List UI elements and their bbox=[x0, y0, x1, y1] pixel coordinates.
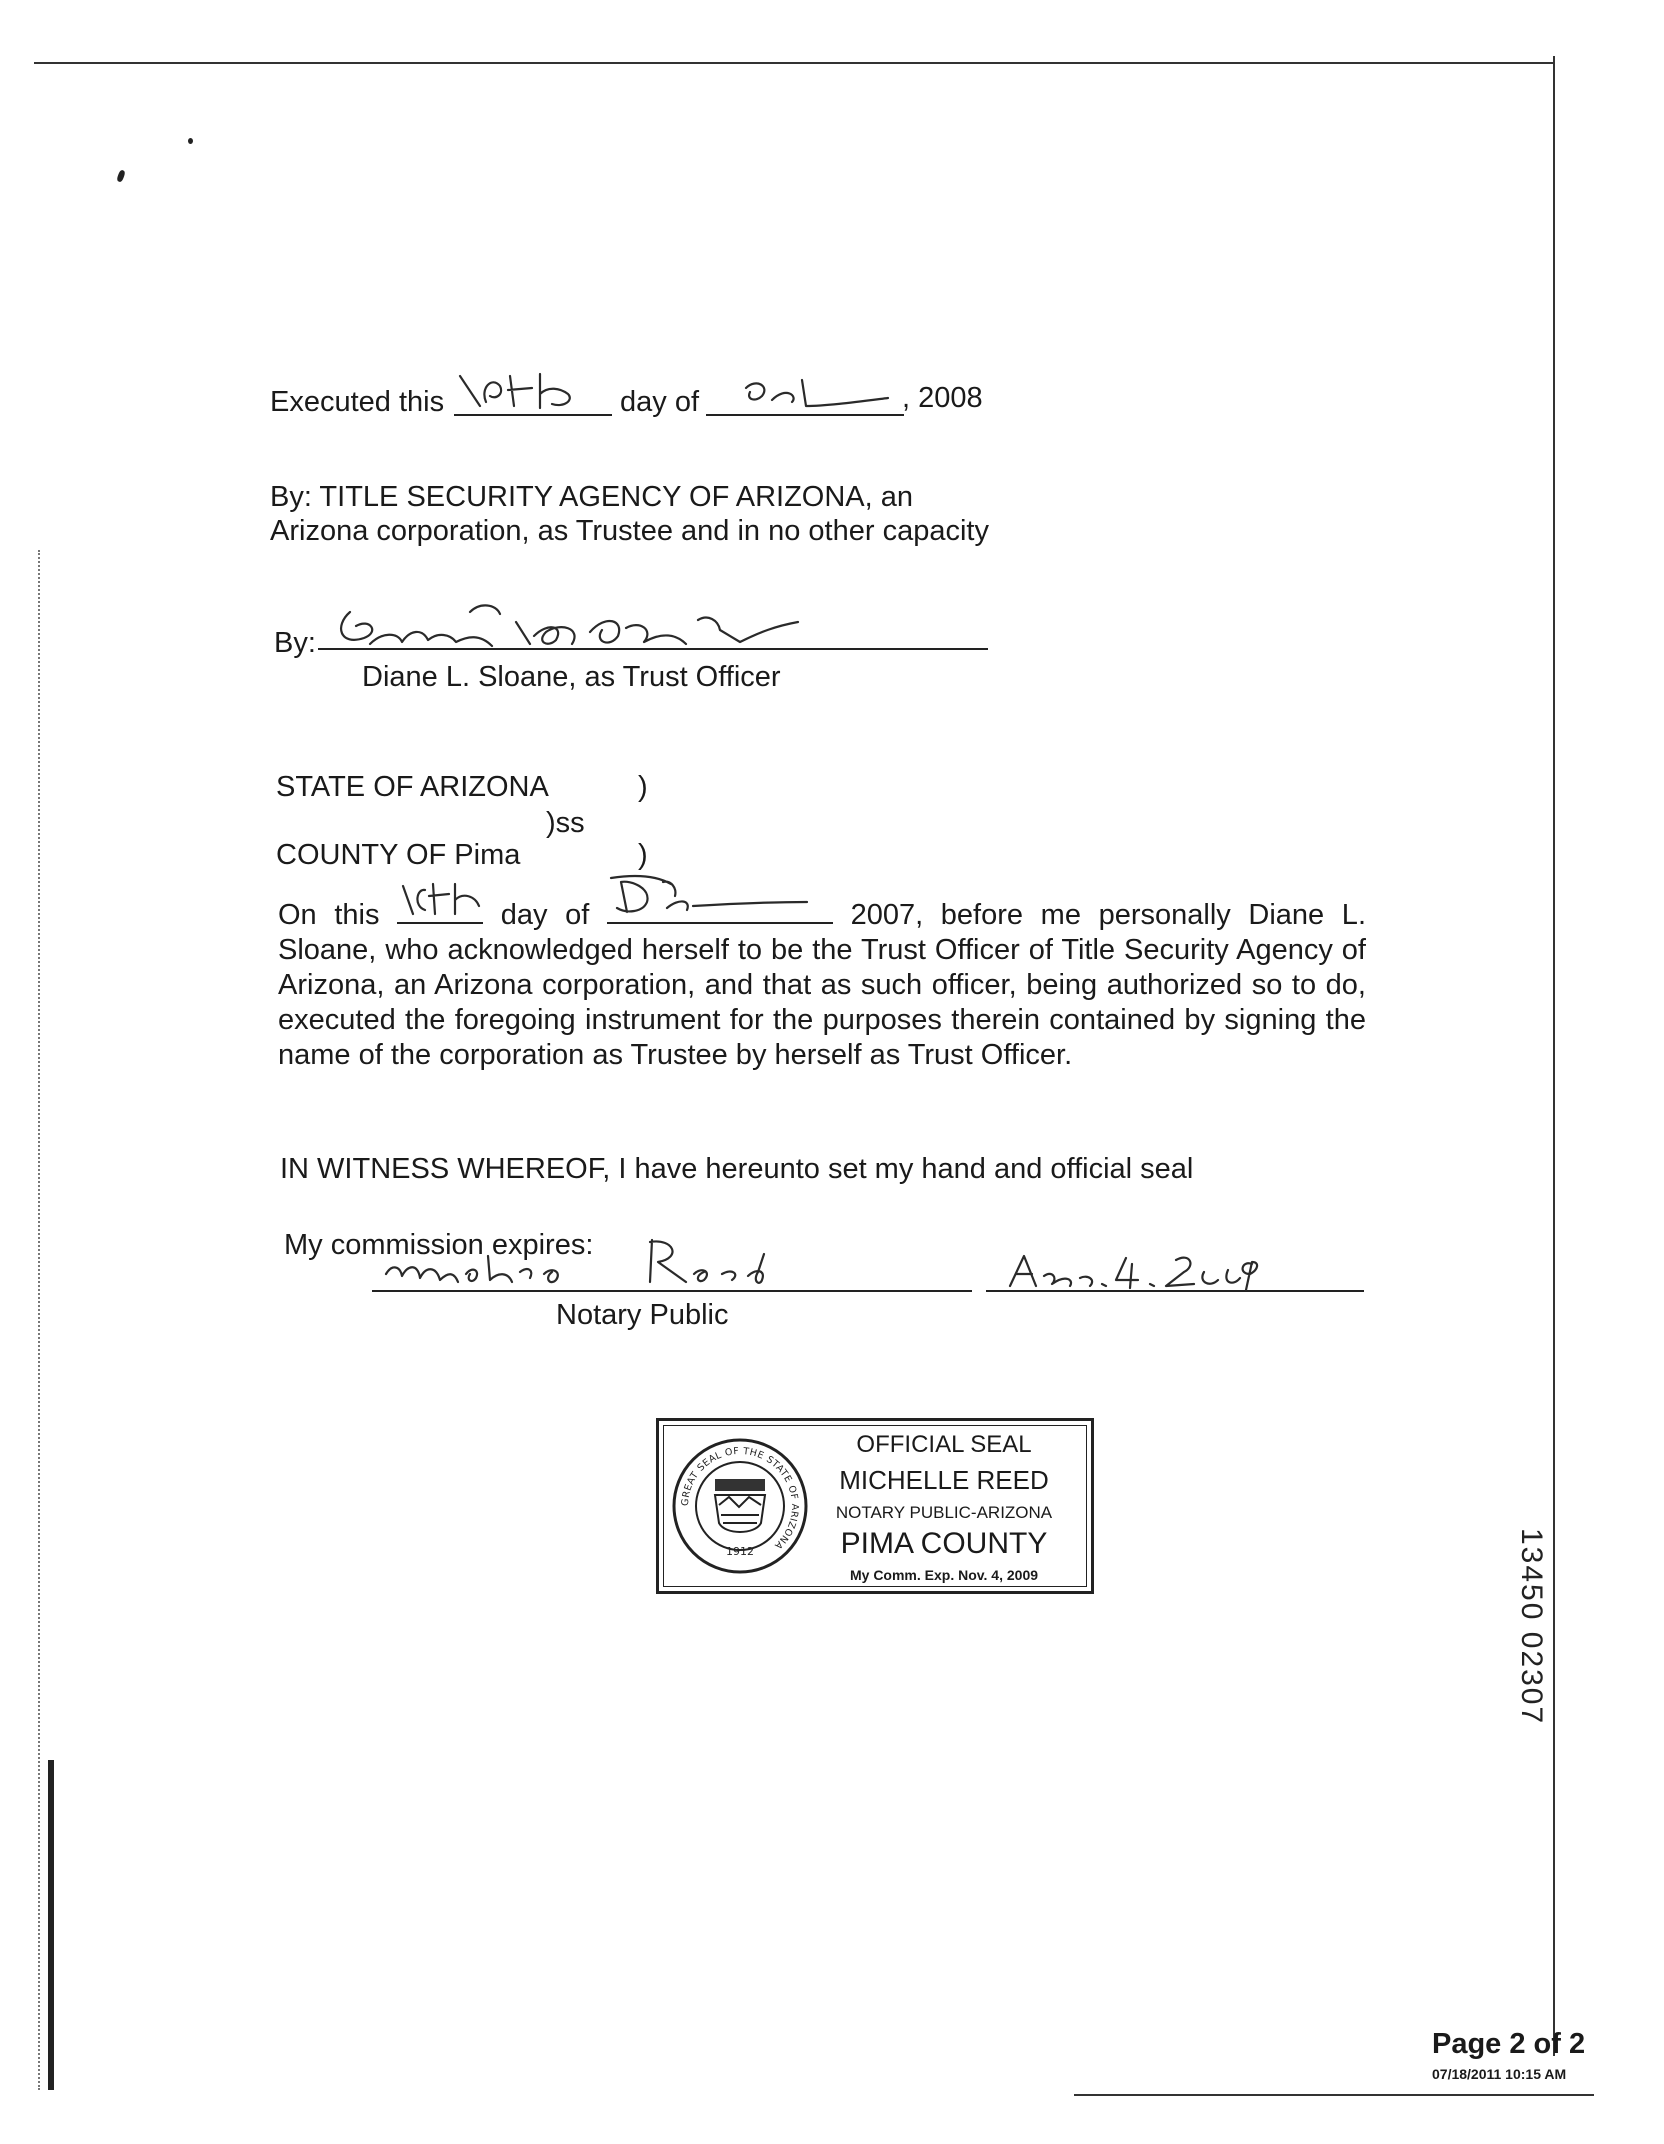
sloane-signature bbox=[320, 592, 860, 662]
ack-day-blank bbox=[397, 896, 483, 924]
witness-statement: IN WITNESS WHEREOF, I have hereunto set my hand and official seal bbox=[280, 1153, 1194, 1185]
executed-month-blank bbox=[706, 414, 904, 416]
executed-day-blank bbox=[454, 414, 612, 416]
ack-month-handwriting bbox=[607, 874, 827, 922]
notary-seal-stamp bbox=[656, 1418, 1094, 1594]
scan-speck bbox=[188, 138, 193, 144]
seal-emblem-text: GREAT SEAL OF THE STATE OF ARIZONA bbox=[679, 1445, 801, 1552]
left-border-line bbox=[48, 1760, 54, 2090]
signer-name-title: Diane L. Sloane, as Trust Officer bbox=[362, 661, 781, 693]
county-of-pima: COUNTY OF Pima bbox=[276, 839, 521, 871]
scan-speck bbox=[116, 169, 126, 182]
ack-month-blank bbox=[607, 896, 833, 924]
trustee-line-1: By: TITLE SECURITY AGENCY OF ARIZONA, an bbox=[270, 481, 914, 513]
acknowledgment-paragraph bbox=[278, 896, 1366, 1073]
right-border-line bbox=[1553, 56, 1555, 2056]
reed-signature bbox=[382, 1236, 792, 1296]
ack-day-handwriting bbox=[399, 880, 483, 920]
top-border-line bbox=[34, 62, 1554, 64]
executed-day-of: day of bbox=[620, 386, 699, 418]
venue-paren-2: ) bbox=[638, 839, 648, 871]
seal-official-seal: OFFICIAL SEAL bbox=[856, 1431, 1032, 1458]
trustee-line-2: Arizona corporation, as Trustee and in no other capacity bbox=[270, 515, 989, 547]
notary-public-label: Notary Public bbox=[556, 1299, 729, 1331]
state-of-arizona: STATE OF ARIZONA bbox=[276, 771, 549, 803]
seal-notary-name: MICHELLE REED bbox=[839, 1465, 1049, 1495]
venue-ss: )ss bbox=[546, 807, 585, 839]
executed-label: Executed this bbox=[270, 386, 445, 418]
seal-emblem-year: 1912 bbox=[726, 1545, 754, 1558]
venue-paren-1: ) bbox=[638, 771, 648, 803]
executed-year: , 2008 bbox=[902, 382, 983, 414]
by-label: By: bbox=[274, 627, 316, 659]
expiry-date-handwriting bbox=[1006, 1250, 1266, 1294]
month-handwriting bbox=[716, 372, 896, 412]
commission-label: My commission expires: bbox=[284, 1229, 594, 1261]
page-number: Page 2 of 2 bbox=[1432, 2028, 1586, 2060]
day-handwriting bbox=[456, 368, 606, 414]
arizona-state-seal-emblem bbox=[669, 1435, 811, 1577]
bottom-border-line bbox=[1074, 2094, 1594, 2096]
ack-body: 2007, before me personally Diane L. Sloane, who acknowledged herself to be the Trust Officer of Title Security Agency of Arizona, an Arizona corporation, and that as such officer, being authorized so to do, executed the foregoing instrument for the purposes therein contained by signing the name of the corporation as Trustee by herself as Trust Officer. bbox=[278, 899, 1366, 1071]
seal-commission-expiry: My Comm. Exp. Nov. 4, 2009 bbox=[849, 1567, 1039, 1583]
ack-day-of: day of bbox=[500, 899, 590, 931]
seal-pima-county: PIMA COUNTY bbox=[840, 1527, 1048, 1560]
print-timestamp: 07/18/2011 10:15 AM bbox=[1432, 2066, 1567, 2082]
recording-number: 13450 02307 bbox=[1515, 1528, 1548, 1726]
left-dotted-margin bbox=[38, 550, 40, 2090]
seal-notary-public-arizona: NOTARY PUBLIC-ARIZONA bbox=[835, 1503, 1053, 1522]
ack-on-this: On this bbox=[278, 899, 380, 931]
